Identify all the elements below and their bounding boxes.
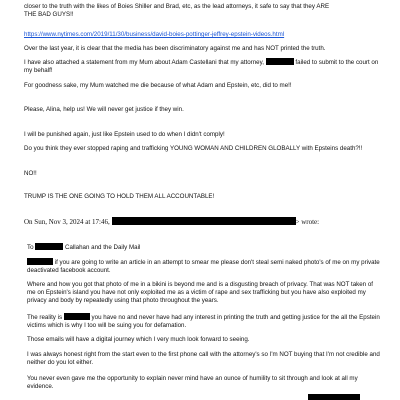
trump-paragraph: TRUMP IS THE ONE GOING TO HOLD THEM ALL ACCOUNTABLE! (24, 193, 215, 200)
no-paragraph: NO!! (24, 170, 37, 177)
redaction-bar (27, 258, 53, 265)
mum-paragraph: For goodness sake, my Mum watched me die because of what Adam and Epstein, etc, did to me!! (24, 82, 292, 89)
quoted-to-line (27, 243, 383, 252)
quoted-paragraph-1 (27, 258, 383, 275)
redaction-bar (35, 243, 63, 250)
redaction-bar (64, 313, 90, 320)
punished-paragraph: I will be punished again, just like Epstein used to do when I didn't comply! (24, 131, 225, 138)
article-link-line (24, 31, 386, 39)
quoted-paragraph-2: Where and how you got that photo of me in a bikini is beyond me and is a disgusting breach of privacy. That was NOT taken of me on Epstein's island you have not only exploited me as a victim of rape and sex trafficking but you have also exploited my privacy and body by repeatedly using that photo throughout the years. (27, 281, 374, 305)
quoted-paragraph-6: You never even gave me the opportunity to explain never mind have an ounce of humility to sit through and look at all my evidence. (27, 375, 358, 391)
statement-text-a: I have also attached a statement from my Mum about Adam Castellani that my attorney, (24, 59, 264, 66)
intro-line-2: THE BAD GUYS!! (24, 11, 74, 19)
quoted-paragraph-4: Those emails will have a digital journey which I very much look forward to seeing. (27, 336, 250, 343)
statement-paragraph (24, 58, 386, 75)
redaction-bar (266, 58, 294, 65)
reply-wrote: > wrote: (295, 218, 320, 226)
article-link[interactable]: https://www.nytimes.com/2019/11/30/business/david-boies-pottinger-jeffrey-epstein-videos.html (24, 31, 285, 38)
intro-line-1: closer to the truth with the likes of Boies Shiller and Brad, etc, as the lead attorneys, it safe to say that they ARE (24, 3, 330, 10)
quoted-p3-text: you have no and never have had any interest in printing the truth and getting justice for the all the Epstein victims which is why I too will be suing you for defamation. (27, 314, 380, 330)
redaction-bar (308, 394, 360, 400)
alina-paragraph: Please, Alina, help us! We will never get justice if they win. (24, 106, 184, 113)
media-paragraph: Over the last year, it is clear that the media has been discriminatory against me and has NOT printed the truth. (24, 45, 326, 52)
reply-date: On Sun, Nov 3, 2024 at 17:46, (24, 218, 110, 226)
quoted-p1-text: if you are going to write an article in an attempt to smear me please don't steal semi naked photo's of me on my private deactivated facebook account. (27, 259, 380, 275)
reply-header (24, 217, 386, 226)
to-prefix: To (27, 244, 34, 251)
quoted-p3-prefix: The reality is (27, 314, 63, 321)
statement-text-b: failed to submit to the court on my behalf! (24, 59, 379, 75)
question-paragraph: Do you think they ever stopped raping and trafficking YOUNG WOMAN AND CHILDREN GLOBALLY with Epsteins death?!! (24, 145, 363, 152)
intro-paragraph (24, 3, 386, 19)
redaction-bar (112, 217, 296, 225)
quoted-paragraph-5: I was always honest right from the start even to the first phone call with the attorney's so I'm NOT buying that I'm not credible and neither do you lot either. (27, 351, 380, 367)
to-suffix: Callahan and the Daily Mail (65, 244, 141, 251)
quoted-paragraph-3 (27, 313, 383, 330)
